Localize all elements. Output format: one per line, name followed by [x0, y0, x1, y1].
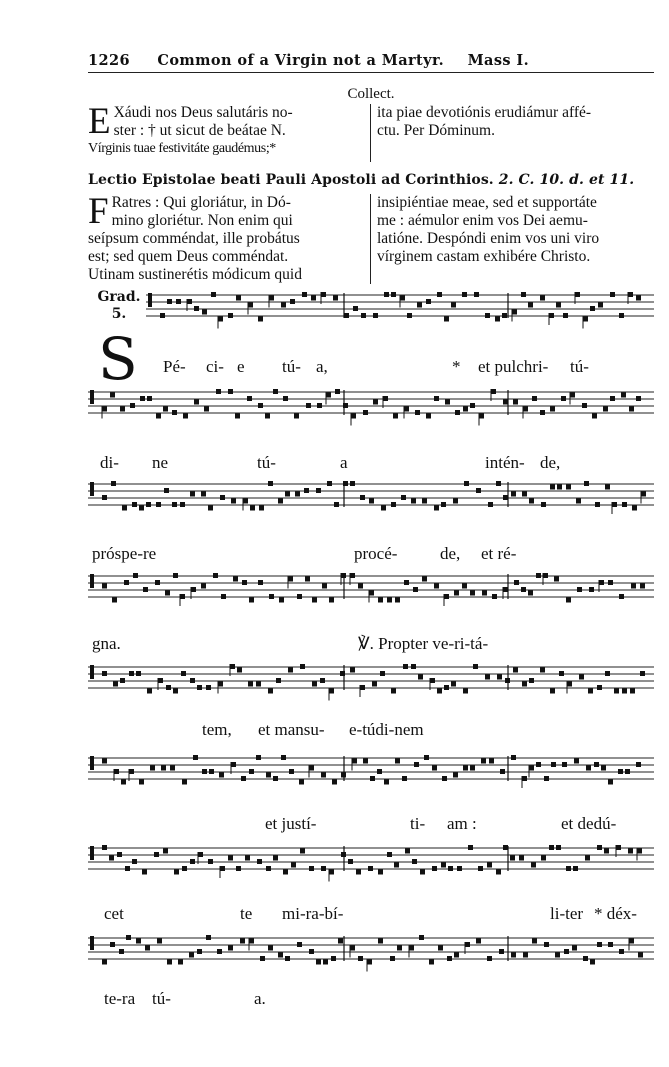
lyric: et mansu-	[258, 720, 325, 739]
lyric: próspe-re	[92, 544, 157, 563]
lectio-dropcap: F	[88, 191, 109, 232]
collect-right-line-2: ctu. Per Dóminum.	[377, 122, 495, 139]
lectio-right-line-4: vírginem castam exhibére Christo.	[377, 248, 591, 265]
lectio-right-column	[377, 194, 657, 266]
collect-line-1: Xáudi nos Deus salutáris no-	[113, 104, 293, 121]
collect-dropcap: E	[88, 101, 111, 142]
lectio-reference: 2. C. 10. d. et 11.	[498, 172, 635, 188]
lyric: tú-	[570, 357, 589, 376]
running-title: Common of a Virgin not a Martyr.	[157, 52, 445, 69]
gradual-number: 5.	[111, 306, 127, 322]
lyric: cet	[104, 904, 124, 923]
lyric: * déx-	[594, 904, 637, 923]
lectio-line-4: est; sed quem Deus comméndat.	[88, 248, 289, 265]
lyric: et ré-	[481, 544, 517, 563]
lyric: te-ra	[104, 989, 136, 1008]
collect-title: Collect.	[347, 86, 395, 102]
lyric: et justí-	[265, 814, 317, 833]
lyric: gna.	[92, 634, 121, 653]
lyric: tú-	[257, 453, 276, 472]
page-number: 1226	[88, 52, 130, 69]
lyric: et pulchri-	[478, 357, 549, 376]
lyric: li-ter	[550, 904, 584, 923]
mass-label: Mass I.	[467, 52, 530, 69]
music-staff	[88, 659, 656, 705]
lyric: de,	[540, 453, 561, 472]
lyric: procé-	[354, 544, 398, 563]
lyric: de,	[440, 544, 461, 563]
collect-line-2: ster : † ut sicut de beátae N.	[113, 122, 286, 139]
gradual-label-text: Grad.	[97, 289, 141, 305]
music-staff	[88, 930, 656, 976]
lyric: tú-	[152, 989, 171, 1008]
music-staff	[88, 384, 656, 430]
lyric: tem,	[202, 720, 232, 739]
lyric: a,	[316, 357, 328, 376]
lyric: a	[340, 453, 348, 472]
lyric: ti-	[410, 814, 426, 833]
lyric: di-	[100, 453, 119, 472]
lectio-right-line-1: insipiéntiae meae, sed et supportáte	[377, 194, 597, 211]
lyric: am :	[447, 814, 477, 833]
lyric: e-túdi-nem	[349, 720, 424, 739]
collect-divider	[370, 104, 371, 162]
lyric: te	[240, 904, 253, 923]
music-staff	[88, 750, 656, 796]
lectio-line-5: Utinam sustinerétis módicum quid	[88, 266, 302, 283]
lyric: a.	[254, 989, 266, 1008]
lyric: ne	[152, 453, 169, 472]
lectio-line-2: mino gloriétur. Non enim qui	[111, 212, 293, 229]
lectio-divider	[370, 194, 371, 284]
lectio-title: Lectio Epistolae beati Pauli Apostoli ad Corinthios.	[88, 172, 494, 188]
music-staff	[88, 840, 656, 886]
collect-line-3: Vírginis tuae festivitáte gaudémus;*	[88, 141, 276, 156]
music-staff	[88, 568, 656, 614]
lectio-left-column	[88, 191, 368, 284]
lyric: et dedú-	[561, 814, 617, 833]
collect-right-column	[377, 104, 657, 140]
lyric: ℣. Propter ve-ri-tá-	[358, 634, 489, 653]
lectio-line-3: seípsum comméndat, ille probátus	[88, 230, 300, 247]
lectio-heading	[88, 172, 658, 188]
music-staff	[88, 287, 656, 333]
header-rule	[88, 72, 654, 73]
lectio-right-line-3: latióne. Despóndi enim vos uni viro	[377, 230, 600, 247]
lyric: Pé-	[163, 357, 186, 376]
lyric: *	[452, 357, 461, 376]
lyric: intén-	[485, 453, 525, 472]
lyric: mi-ra-bí-	[282, 904, 344, 923]
lectio-right-line-2: me : aémulor enim vos Dei aemu-	[377, 212, 588, 229]
lyric: e	[237, 357, 245, 376]
gradual-initial: S	[98, 325, 138, 393]
collect-right-line-1: ita piae devotiónis erudiámur affé-	[377, 104, 592, 121]
lyric: ci-	[206, 357, 224, 376]
lyric: tú-	[282, 357, 301, 376]
music-staff	[88, 476, 656, 522]
collect-left-column	[88, 101, 368, 158]
lectio-line-1: Ratres : Qui gloriátur, in Dó-	[111, 194, 291, 211]
page-header	[88, 52, 588, 69]
